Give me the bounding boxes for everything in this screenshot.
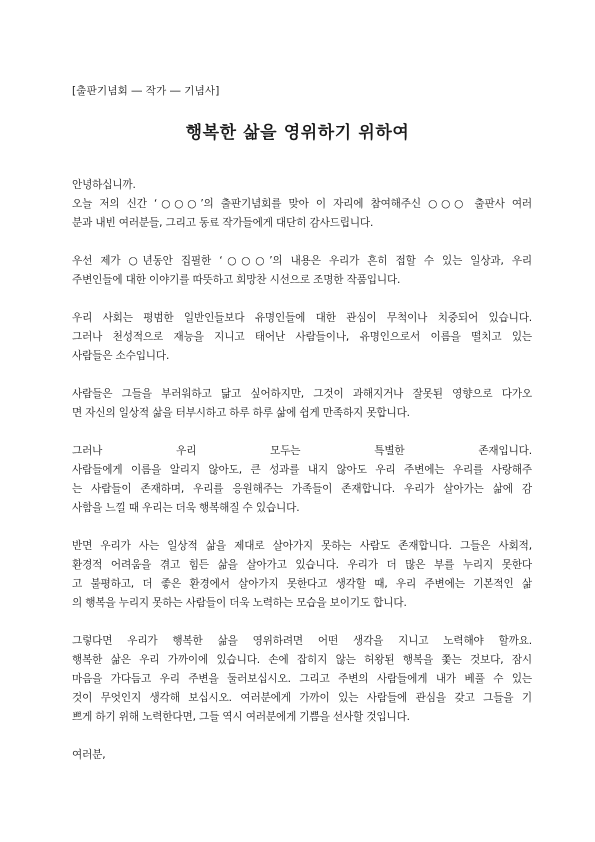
paragraph <box>72 176 532 233</box>
paragraph-line: 사함을 느낄 때 우리는 더욱 행복해질 수 있습니다. <box>72 502 300 514</box>
paragraph-line: 사람들에게 이름을 알리지 않아도, 큰 성과를 내지 않아도 우리 주변에는 우리를 사랑해주 <box>72 464 532 476</box>
paragraph-line: 우리 사회는 평범한 일반인들보다 유명인들에 대한 관심이 무척이나 치중되어 있습니다. <box>72 312 532 324</box>
document-body <box>72 176 532 784</box>
paragraph <box>72 309 532 366</box>
paragraph-line: 의 행복을 누리지 못하는 사람들이 더욱 노력하는 모습을 보이기도 합니다. <box>72 597 407 609</box>
paragraph-line: 환경적 어려움을 겪고 힘든 삶을 살아가고 있습니다. 우리가 더 많은 부를 누리지 못한다 <box>72 559 532 571</box>
paragraph-line: 사람들은 소수입니다. <box>72 350 170 362</box>
paragraph-line: 오늘 저의 신간 ‘○○○’의 출판기념회를 맞아 이 자리에 참여해주신 ○○○ 출판사 여러 <box>72 198 532 210</box>
paragraph-line: 반면 우리가 사는 일상적 삶을 제대로 살아가지 못하는 사람도 존재합니다. 그들은 사회적, <box>72 540 532 552</box>
paragraph-line: 면 자신의 일상적 삶을 터부시하고 하루 하루 삶에 쉽게 만족하지 못합니다. <box>72 407 410 419</box>
paragraph-line: 그러나 천성적으로 재능을 지니고 태어난 사람들이나, 유명인으로서 이름을 떨치고 있는 <box>72 331 532 343</box>
paragraph-line: 우선 제가 ○년동안 집필한 ‘○○○’의 내용은 우리가 흔히 접할 수 있는 일상과, 우리 <box>72 255 532 267</box>
paragraph-line: 분과 내빈 여러분들, 그리고 동료 작가들에게 대단히 감사드립니다. <box>72 217 374 229</box>
paragraph <box>72 385 532 423</box>
paragraph-line: 안녕하십니까. <box>72 179 136 191</box>
paragraph-line: 고 불평하고, 더 좋은 환경에서 살아가지 못한다고 생각할 때, 우리 주변에는 기본적인 삶 <box>72 578 532 590</box>
document-title: 행복한 삶을 영위하기 위하여 <box>185 123 410 143</box>
paragraph-line: 쁘게 하기 위해 노력한다면, 그들 역시 여러분에게 기쁨을 선사할 것입니다. <box>72 711 410 723</box>
document-header-tag: [출판기념회 ― 작가 ― 기념사] <box>72 85 220 97</box>
paragraph-line: 것이 무엇인지 생각해 보십시오. 여러분에게 가까이 있는 사람들에 관심을 갖고 그들을 기 <box>72 692 532 704</box>
paragraph-line: 는 사람들이 존재하며, 우리를 응원해주는 가족들이 존재합니다. 우리가 살아가는 삶에 감 <box>72 483 532 495</box>
paragraph <box>72 632 532 727</box>
paragraph-line: 여러분, <box>72 749 106 761</box>
paragraph-line: 행복한 삶은 우리 가까이에 있습니다. 손에 잡히지 않는 허왕된 행복을 쫓는 것보다, 잠시 <box>72 654 532 666</box>
paragraph-line: 마음을 가다듬고 우리 주변을 둘러보십시오. 그리고 주변의 사람들에게 내가 베풀 수 있는 <box>72 673 532 685</box>
paragraph <box>72 442 532 518</box>
paragraph <box>72 746 532 765</box>
paragraph-line: 그렇다면 우리가 행복한 삶을 영위하려면 어떤 생각을 지니고 노력해야 할까요. <box>72 635 532 647</box>
paragraph-line: 주변인들에 대한 이야기를 따뜻하고 희망찬 시선으로 조명한 작품입니다. <box>72 274 401 286</box>
paragraph-line: 사람들은 그들을 부러워하고 닮고 싶어하지만, 그것이 과해지거나 잘못된 영향으로 다가오 <box>72 388 532 400</box>
paragraph-line: 그러나 우리 모두는 특별한 존재입니다. <box>72 445 532 457</box>
paragraph <box>72 252 532 290</box>
paragraph <box>72 537 532 613</box>
